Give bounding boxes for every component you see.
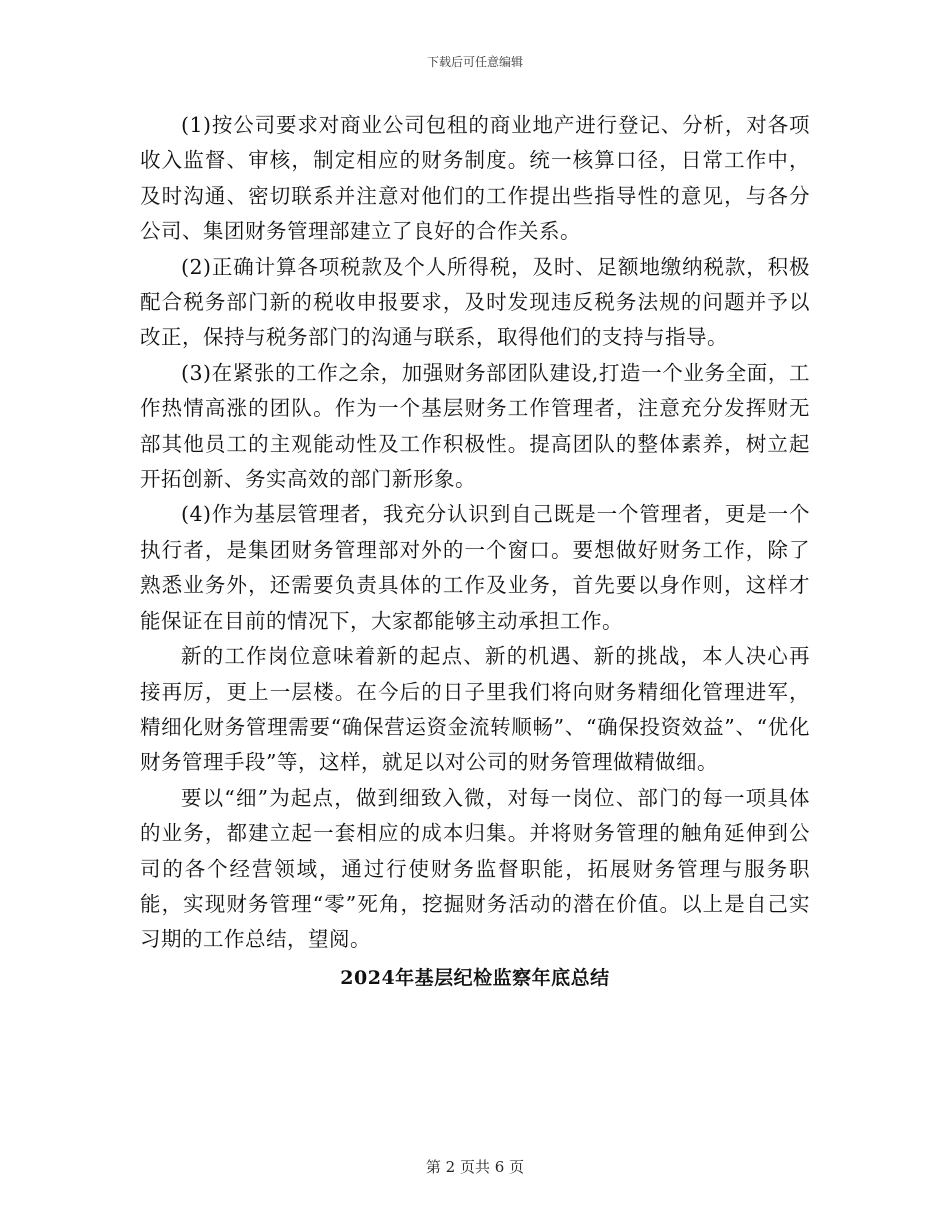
- paragraph-item-2: (2)正确计算各项税款及个人所得税，及时、足额地缴纳税款，积极配合税务部门新的税收申报要求，及时发现违反税务法规的问题并予以改正，保持与税务部门的沟通与联系，取得他们的支持与指导。: [140, 254, 810, 350]
- page-number: 第 2 页共 6 页: [425, 1158, 525, 1176]
- paragraph-item-4: (4)作为基层管理者，我充分认识到自己既是一个管理者，更是一个执行者，是集团财务管理部对外的一个窗口。要想做好财务工作，除了熟悉业务外，还需要负责具体的工作及业务，首先要以身作则，这样才能保证在目前的情况下，大家都能够主动承担工作。: [140, 502, 810, 633]
- document-body: [140, 108, 810, 995]
- paragraph-new-position: 新的工作岗位意味着新的起点、新的机遇、新的挑战，本人决心再接再厉，更上一层楼。在今后的日子里我们将向财务精细化管理进军，精细化财务管理需要“确保营运资金流转顺畅”、“确保投资效益”、“优化财务管理手段”等，这样，就足以对公司的财务管理做精做细。: [140, 644, 810, 775]
- paragraph-item-1: (1)按公司要求对商业公司包租的商业地产进行登记、分析，对各项收入监督、审核，制定相应的财务制度。统一核算口径，日常工作中，及时沟通、密切联系并注意对他们的工作提出些指导性的意见，与各分公司、集团财务管理部建立了良好的合作关系。: [140, 113, 810, 244]
- next-document-title: 2024年基层纪检监察年底总结: [340, 966, 610, 989]
- paragraph-conclusion: 要以“细”为起点，做到细致入微，对每一岗位、部门的每一项具体的业务，都建立起一套相应的成本归集。并将财务管理的触角延伸到公司的各个经营领域，通过行使财务监督职能，拓展财务管理与服务职能，实现财务管理“零”死角，挖掘财务活动的潜在价值。以上是自己实习期的工作总结，望阅。: [140, 785, 810, 952]
- paragraph-item-3: (3)在紧张的工作之余，加强财务部团队建设,打造一个业务全面，工作热情高涨的团队。作为一个基层财务工作管理者，注意充分发挥财无部其他员工的主观能动性及工作积极性。提高团队的整体素养，树立起开拓创新、务实高效的部门新形象。: [140, 360, 810, 492]
- header-note: 下载后可任意编辑: [426, 55, 523, 69]
